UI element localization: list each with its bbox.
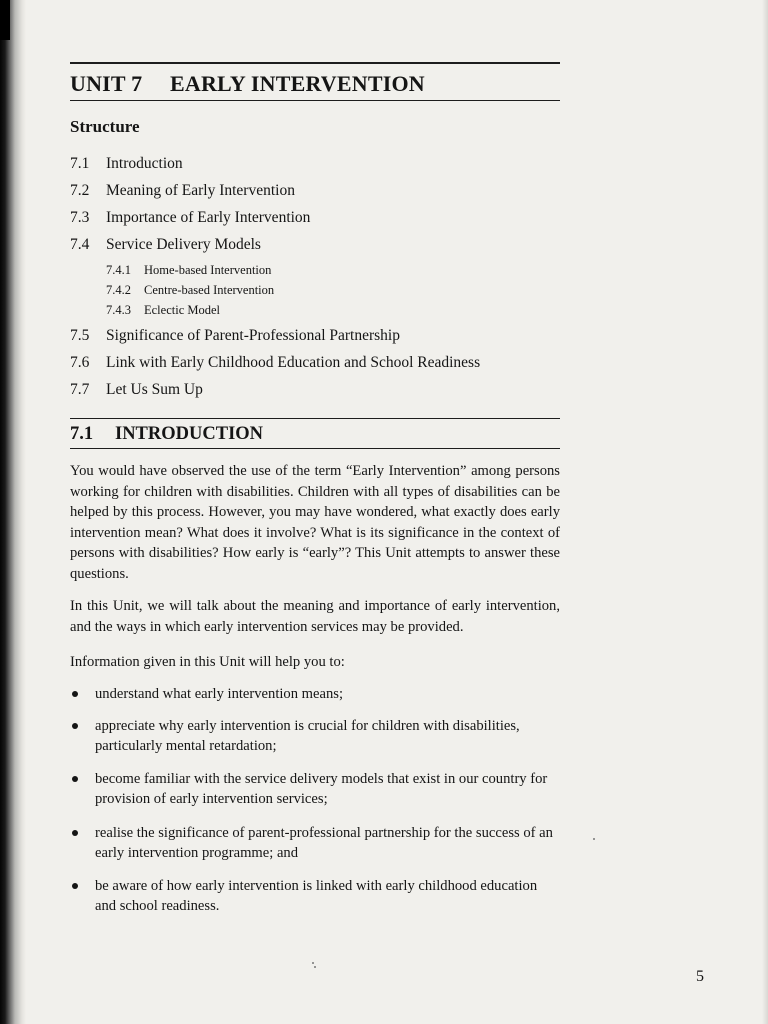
toc-subitem-number: 7.4.3 <box>106 303 131 317</box>
toc-item-number: 7.4 <box>70 236 90 253</box>
toc-item-label: Link with Early Childhood Education and School Readiness <box>106 354 481 371</box>
bullet-icon <box>72 723 78 729</box>
toc-subitem-label: Centre-based Intervention <box>144 283 275 297</box>
page-number: 5 <box>696 968 704 985</box>
unit-scope-paragraph: In this Unit, we will talk about the meaning and importance of early intervention, and the ways in which early intervention services may be provided. <box>70 598 560 635</box>
list-item <box>70 684 560 704</box>
binding-mark <box>0 0 10 40</box>
toc-item <box>70 378 560 405</box>
toc-subitem <box>70 300 560 320</box>
unit-title: EARLY INTERVENTION <box>170 71 425 96</box>
bullet-icon <box>72 883 78 889</box>
section-title: INTRODUCTION <box>115 424 264 444</box>
toc-subitem <box>70 260 560 280</box>
unit-number: UNIT 7 <box>70 71 143 96</box>
toc-item <box>70 324 560 351</box>
unit-heading <box>70 62 560 101</box>
toc-item-label: Meaning of Early Intervention <box>106 182 295 199</box>
toc-subitem-number: 7.4.1 <box>106 263 131 277</box>
list-item <box>70 716 560 756</box>
list-item-text: appreciate why early intervention is crucial for children with disabilities, particularly mental retardation; <box>95 718 520 754</box>
book-binding-shadow <box>0 0 26 1024</box>
objectives-list <box>70 684 560 916</box>
bullet-icon <box>72 691 78 697</box>
scan-speck <box>314 966 316 968</box>
list-item <box>70 876 560 916</box>
toc-item <box>70 206 560 233</box>
section-number: 7.1 <box>70 424 94 444</box>
list-item <box>70 823 560 863</box>
toc-item-number: 7.6 <box>70 354 90 371</box>
list-item-text: be aware of how early intervention is linked with early childhood education and school readiness. <box>95 878 538 914</box>
toc-item-number: 7.2 <box>70 182 90 199</box>
page-edge-shadow <box>762 0 768 1024</box>
toc-item <box>70 179 560 206</box>
toc-item-label: Importance of Early Intervention <box>106 209 311 226</box>
toc-item <box>70 152 560 179</box>
list-item-text: understand what early intervention means; <box>95 686 344 702</box>
toc-item-label: Service Delivery Models <box>106 236 261 253</box>
toc-item <box>70 233 560 260</box>
list-item-text: realise the significance of parent-professional partnership for the success of an early intervention programme; and <box>95 825 553 861</box>
toc-subitem <box>70 280 560 300</box>
list-item-text: become familiar with the service delivery models that exist in our country for provision of early intervention services; <box>95 771 548 807</box>
intro-paragraph: You would have observed the use of the term “Early Intervention” among persons working for children with disabilities. Children with all types of disabilities can be helped by this process. However, you may have wondered, what exactly does early intervention mean? What does it involve? What is its significance in the context of persons with disabilities? How early is “early”? This Unit attempts to answer these questions. <box>70 463 560 582</box>
toc-item-label: Significance of Parent-Professional Partnership <box>106 327 400 344</box>
toc-subitem-label: Eclectic Model <box>144 303 221 317</box>
toc-item-number: 7.7 <box>70 381 90 398</box>
structure-title: Structure <box>70 117 140 136</box>
bullet-icon <box>72 830 78 836</box>
list-item <box>70 769 560 809</box>
toc-item <box>70 351 560 378</box>
toc-item-number: 7.3 <box>70 209 90 226</box>
section-heading <box>70 418 560 449</box>
toc-subitem-number: 7.4.2 <box>106 283 131 297</box>
scan-speck <box>593 838 595 840</box>
scan-speck <box>312 962 314 964</box>
table-of-contents <box>70 152 560 405</box>
toc-item-number: 7.5 <box>70 327 90 344</box>
bullet-icon <box>72 776 78 782</box>
toc-item-label: Let Us Sum Up <box>106 381 203 398</box>
toc-item-number: 7.1 <box>70 155 90 172</box>
toc-item-label: Introduction <box>106 155 183 172</box>
objectives-lead-in: Information given in this Unit will help you to: <box>70 654 345 670</box>
toc-subitem-label: Home-based Intervention <box>144 263 272 277</box>
